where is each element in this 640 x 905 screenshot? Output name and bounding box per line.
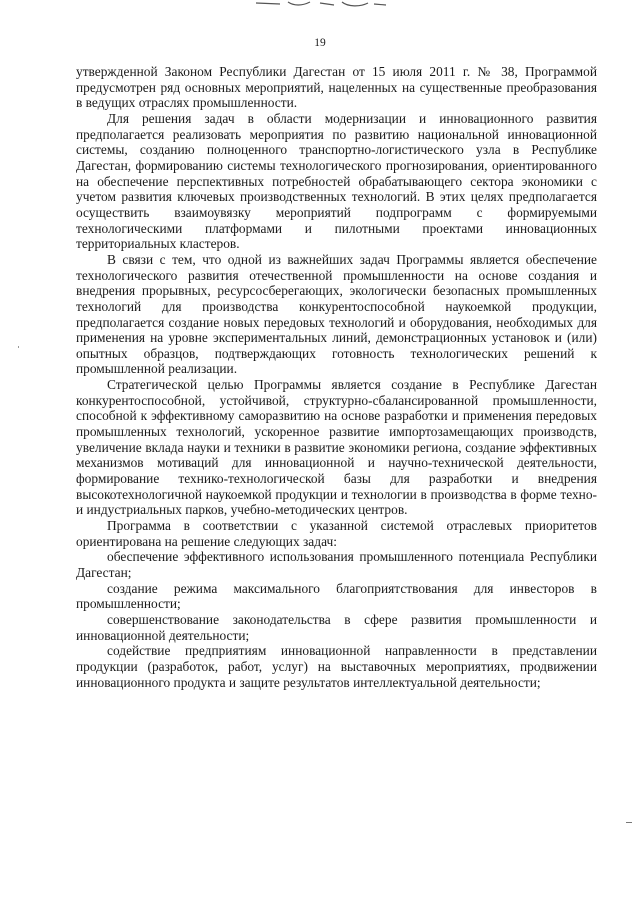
margin-dash [626, 822, 632, 823]
task-item-exhibitions: содействие предприятиям инновационной направленности в представлении продукции (разработок, работ, услуг) на выставочных мероприятиях, продвижении инновационного продукта и защите результатов интеллектуальной деятельности; [76, 643, 597, 690]
paragraph-strategic-goal: Стратегической целью Программы является создание в Республике Дагестан конкурентоспособной, устойчивой, структурно-сбалансированной промышленности, способной к эффективному саморазвитию на основе разработки и применения передовых промышленных технологий, ускоренное развитие импортозамещающих производств, увеличение вклада науки и техники в развитие экономики региона, создание эффективных механизмов мотиваций для инновационной и научно-технической деятельности, формирование технико-технологической базы для разработки и внедрения высокотехнологичной наукоемкой продукции и технологии в производства в форме техно- и индустриальных парков, учебно-методических центров. [76, 377, 597, 518]
paragraph-technology-development: В связи с тем, что одной из важнейших задач Программы является обеспечение технологического развития отечественной промышленности на основе создания и внедрения прорывных, ресурсосберегающих, экологически безопасных промышленных технологий для производства конкурентоспособной наукоемкой продукции, предполагается создание новых передовых технологий и оборудования, необходимых для применения на уровне экспериментальных линий, демонстрационных установок и (или) опытных образцов, подтверждающих готовность технологических решений к промышленной реализации. [76, 251, 597, 377]
body-text [76, 64, 597, 690]
paragraph-modernization: Для решения задач в области модернизации и инновационного развития предполагается реализовать мероприятия по развитию национальной инновационной системы, созданию полноценного транспортно-логистического узла в Республике Дагестан, формированию системы технологического прогнозирования, ориентированного на обеспечение перспективных потребностей обрабатывающего сектора экономики с учетом развития ключевых производственных технологий. В этих целях предполагается осуществить взаимоувязку мероприятий подпрограмм с формируемыми технологическими платформами и пилотными проектами инновационных территориальных кластеров. [76, 110, 597, 252]
scan-speck [18, 346, 19, 348]
task-item-legislation: совершенствование законодательства в сфере развития промышленности и инновационной деятельности; [76, 611, 597, 643]
task-item-potential: обеспечение эффективного использования промышленного потенциала Республики Дагестан; [76, 549, 597, 580]
task-item-investors: создание режима максимального благоприятствования для инвесторов в промышленности; [76, 580, 597, 612]
scan-stamp-mark [250, 0, 390, 10]
paragraph-tasks-intro: Программа в соответствии с указанной системой отраслевых приоритетов ориентирована на решение следующих задач: [76, 518, 597, 549]
paragraph-continuation: утвержденной Законом Республики Дагестан от 15 июля 2011 г. № 38, Программой предусмотрен ряд основных мероприятий, нацеленных на существенные преобразования в ведущих отраслях промышленности. [76, 64, 597, 111]
page-number: 19 [314, 37, 326, 49]
